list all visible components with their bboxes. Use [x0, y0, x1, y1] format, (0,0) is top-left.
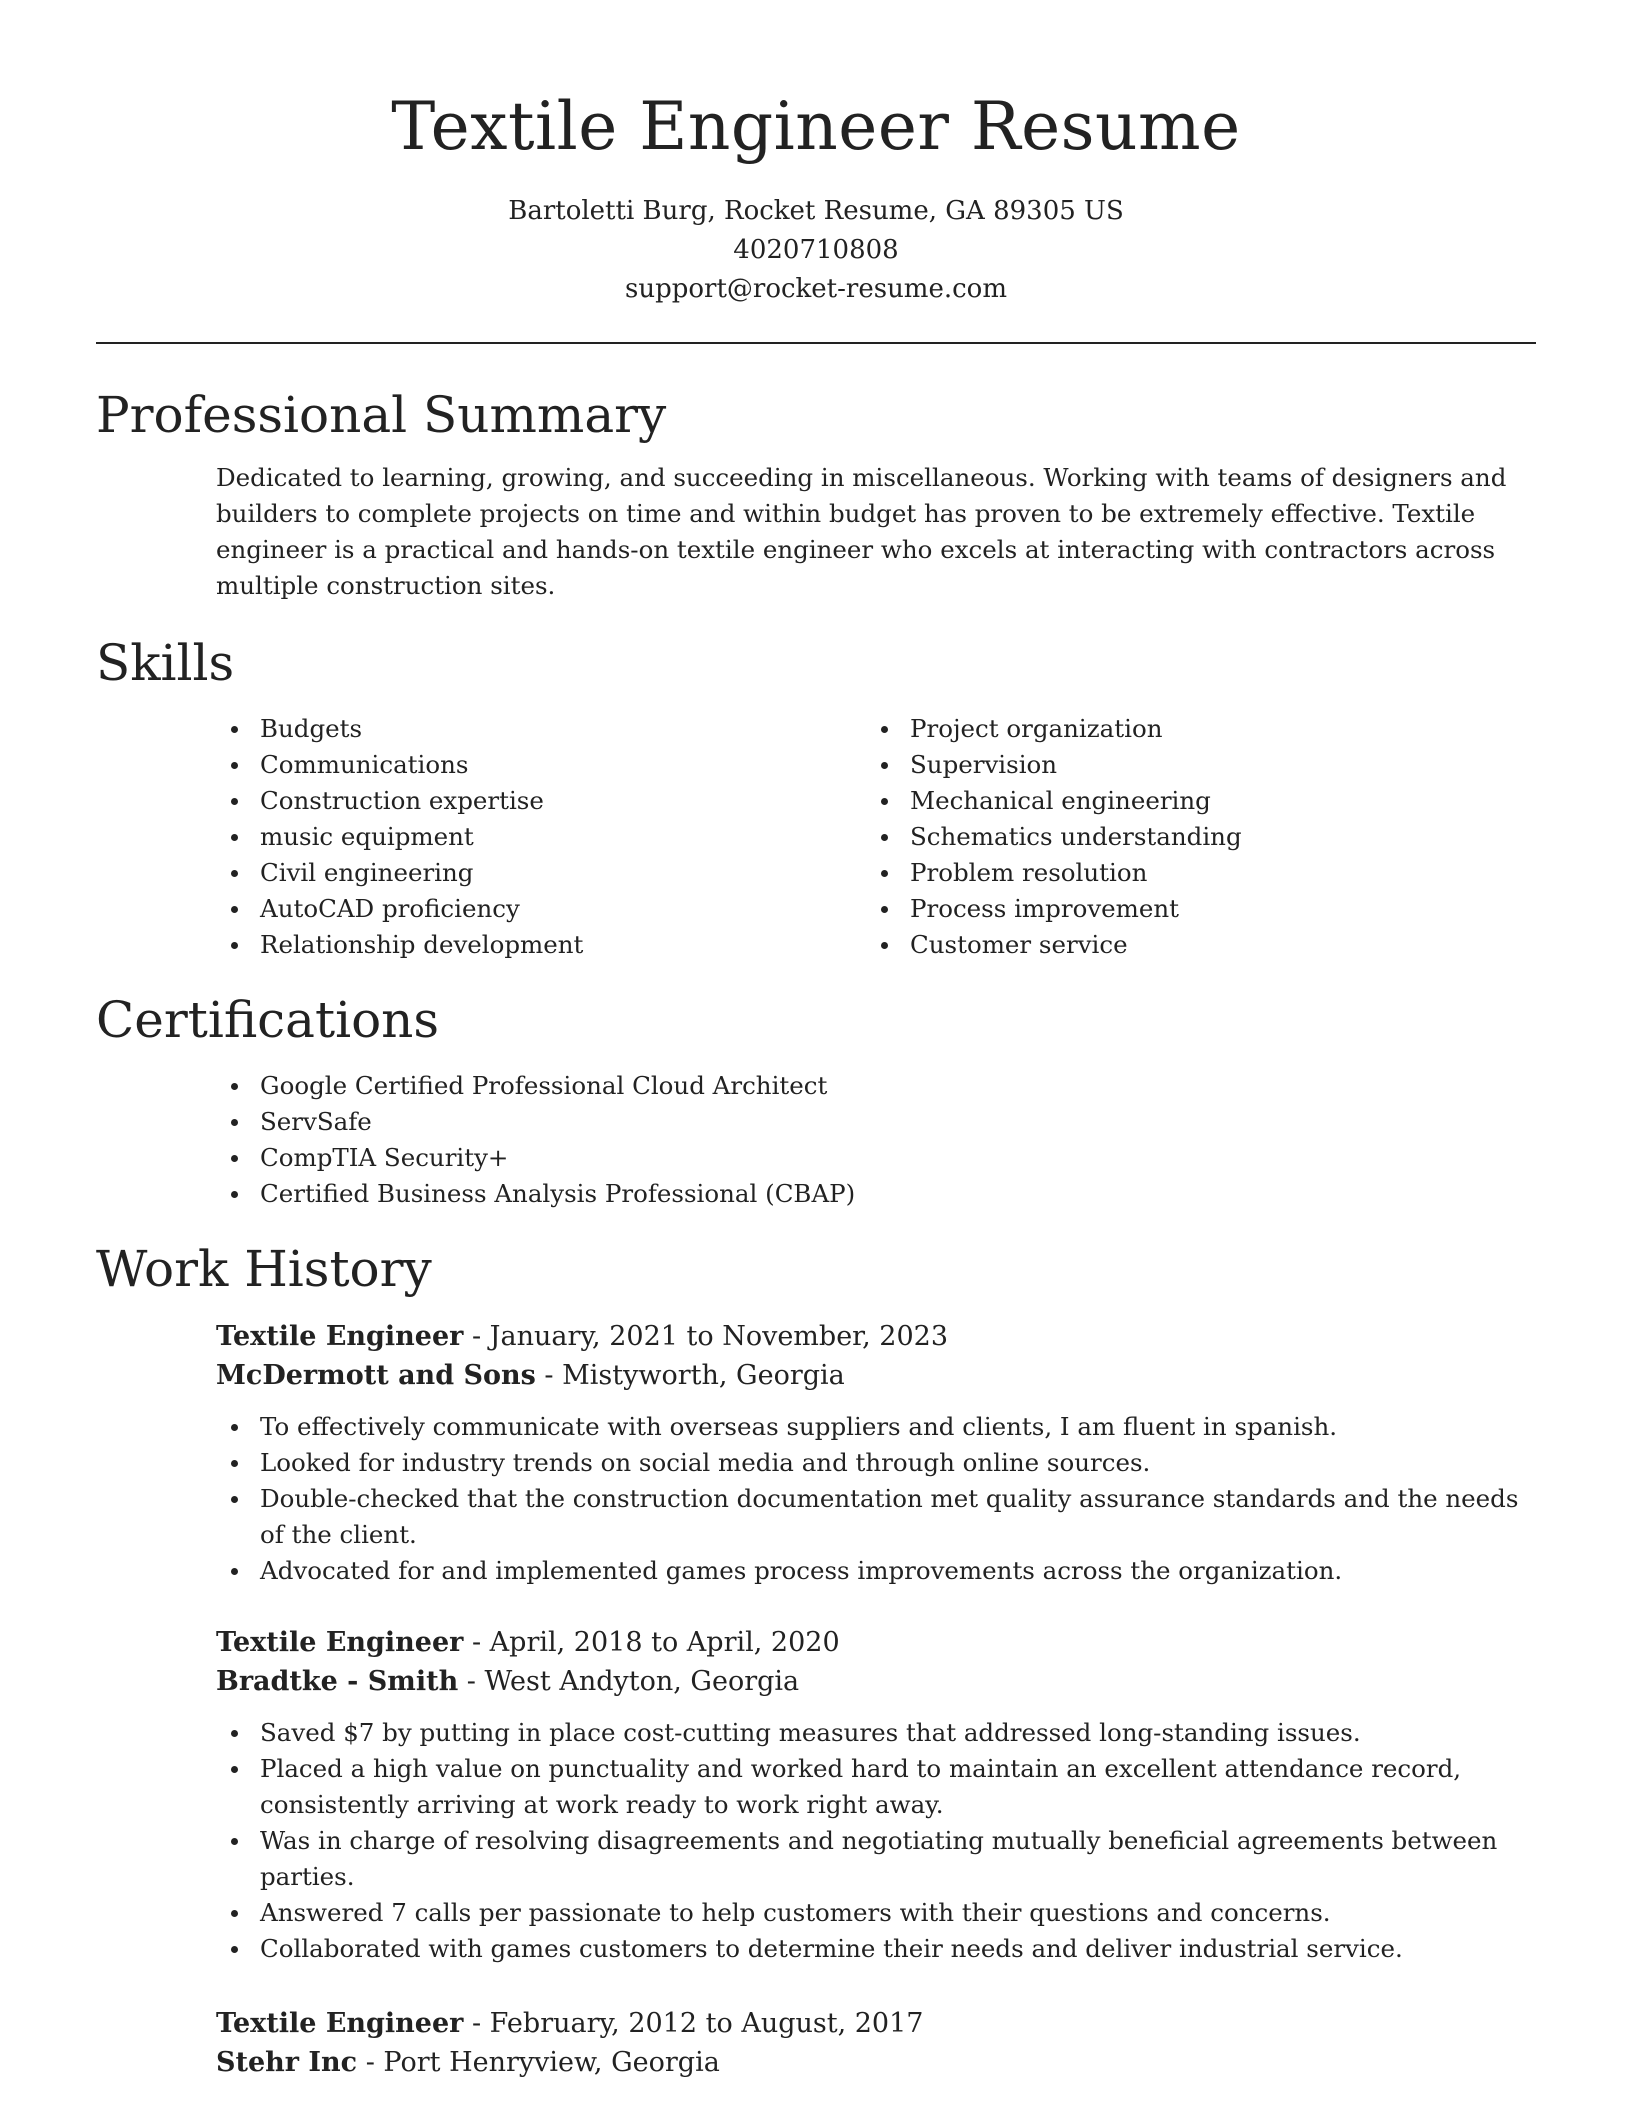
job-title: Textile Engineer — [216, 1627, 464, 1658]
header-divider — [96, 342, 1536, 344]
certification-item: Certified Business Analysis Professional (CBAP) — [216, 1176, 855, 1212]
job-bullet: Answered 7 calls per passionate to help customers with their questions and concerns. — [216, 1895, 1536, 1931]
job-dates: - April, 2018 to April, 2020 — [463, 1627, 840, 1658]
job-title-line — [216, 1317, 1536, 1356]
skill-item: Problem resolution — [866, 855, 1242, 891]
job-dates: - January, 2021 to November, 2023 — [463, 1321, 948, 1352]
resume-header — [0, 0, 1632, 309]
skill-item: Budgets — [216, 711, 583, 747]
job-bullet: Placed a high value on punctuality and worked hard to maintain an excellent attendance record, consistently arriving at work ready to work right away. — [216, 1751, 1536, 1823]
job-bullets — [216, 1715, 1536, 1967]
job-location: - West Andyton, Georgia — [458, 1666, 800, 1697]
job-title-line — [216, 1623, 1536, 1662]
job-company: Bradtke - Smith — [216, 1666, 459, 1697]
skill-item: Schematics understanding — [866, 819, 1242, 855]
job-bullets — [216, 1409, 1536, 1589]
job-bullet: Double-checked that the construction documentation met quality assurance standards and the needs of the client. — [216, 1481, 1536, 1553]
certification-item: ServSafe — [216, 1104, 855, 1140]
job-location: - Mistyworth, Georgia — [535, 1360, 845, 1391]
job-title-line — [216, 2004, 1536, 2043]
job-location: - Port Henryview, Georgia — [357, 2047, 720, 2078]
contact-address: Bartoletti Burg, Rocket Resume, GA 89305 US — [508, 196, 1124, 226]
job-bullet: Collaborated with games customers to determine their needs and deliver industrial service. — [216, 1931, 1536, 1967]
contact-info — [0, 192, 1632, 309]
skill-item: Supervision — [866, 747, 1242, 783]
skill-item: Communications — [216, 747, 583, 783]
skills-list-left — [216, 711, 583, 963]
section-title-summary: Professional Summary — [96, 386, 667, 444]
job-title: Textile Engineer — [216, 2008, 464, 2039]
skill-item: Process improvement — [866, 891, 1242, 927]
job-entry — [216, 1317, 1536, 1589]
job-company: Stehr Inc — [216, 2047, 358, 2078]
job-company: McDermott and Sons — [216, 1360, 536, 1391]
skill-item: Relationship development — [216, 927, 583, 963]
page-title: Textile Engineer Resume — [391, 88, 1241, 165]
contact-phone: 4020710808 — [733, 235, 899, 265]
job-company-line — [216, 2043, 1536, 2082]
job-entry — [216, 1623, 1536, 1967]
skill-item: Mechanical engineering — [866, 783, 1242, 819]
job-bullet: To effectively communicate with overseas suppliers and clients, I am fluent in spanish. — [216, 1409, 1536, 1445]
job-entry — [216, 2004, 1536, 2082]
job-bullet: Saved $7 by putting in place cost-cutting measures that addressed long-standing issues. — [216, 1715, 1536, 1751]
certification-item: CompTIA Security+ — [216, 1140, 855, 1176]
job-bullet: Was in charge of resolving disagreements and negotiating mutually beneficial agreements between parties. — [216, 1823, 1536, 1895]
job-title: Textile Engineer — [216, 1321, 464, 1352]
certifications-list — [216, 1068, 855, 1212]
job-company-line — [216, 1356, 1536, 1395]
skill-item: music equipment — [216, 819, 583, 855]
skill-item: AutoCAD proficiency — [216, 891, 583, 927]
skill-item: Construction expertise — [216, 783, 583, 819]
section-title-certifications: Certifications — [96, 991, 440, 1049]
section-title-skills: Skills — [96, 634, 235, 692]
section-title-work-history: Work History — [96, 1240, 432, 1298]
job-company-line — [216, 1662, 1536, 1701]
skill-item: Customer service — [866, 927, 1242, 963]
certification-item: Google Certified Professional Cloud Architect — [216, 1068, 855, 1104]
skill-item: Civil engineering — [216, 855, 583, 891]
skill-item: Project organization — [866, 711, 1242, 747]
summary-text: Dedicated to learning, growing, and succeeding in miscellaneous. Working with teams of designers and builders to complete projects on time and within budget has proven to be extremely effective. Textile engineer is a practical and hands-on textile engineer who excels at interacting with contractors across multiple construction sites. — [216, 463, 1507, 600]
job-bullet: Advocated for and implemented games process improvements across the organization. — [216, 1553, 1536, 1589]
contact-email: support@rocket-resume.com — [624, 274, 1007, 304]
job-dates: - February, 2012 to August, 2017 — [463, 2008, 924, 2039]
job-bullet: Looked for industry trends on social media and through online sources. — [216, 1445, 1536, 1481]
skills-list-right — [866, 711, 1242, 963]
